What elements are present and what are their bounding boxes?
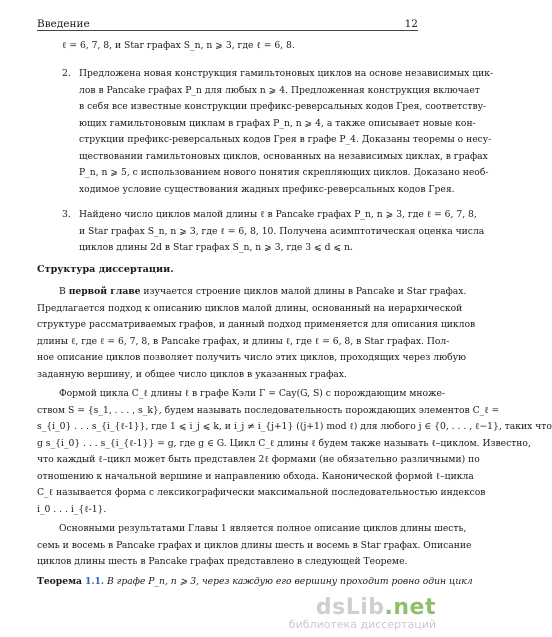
paragraph-line: длины ℓ, где ℓ = 6, 7, 8, в Pancake графах, и длины ℓ, где ℓ = 6, 8, в Star графах. Пол- [37, 335, 450, 347]
paragraph-line: Основными результатами Главы 1 является полное описание циклов длины шесть, [59, 523, 467, 534]
bold-term: первой главе [68, 286, 141, 297]
paragraph-line: s_{i_0} . . . s_{i_{ℓ-1}}, где 1 ⩽ i_j ⩽ k, и i_j ≠ i_{j+1} ((j+1) mod ℓ) для любого j ∈ {0, . . . , ℓ−1}, таких что [37, 421, 552, 432]
running-header [37, 14, 418, 31]
paragraph-line: структуре рассматриваемых графов, и данный подход применяется для описания циклов [37, 319, 476, 330]
item-line: Найдено число циклов малой длины ℓ в Pancake графах P_n, n ⩾ 3, где ℓ = 6, 7, 8, [79, 209, 477, 220]
item-line: циклов длины 2d в Star графах S_n, n ⩾ 3, где 3 ⩽ d ⩽ n. [79, 242, 353, 253]
paragraph-line: что каждый ℓ–цикл может быть представлен 2ℓ формами (не обязательно различными) по [37, 454, 480, 465]
section-heading: Структура диссертации. [37, 264, 174, 275]
paragraph-first-chapter: В первой главе изучается строение циклов малой длины в Pancake и Star графах. Предлагается подход к описанию циклов малой длины, основанный на иерархической структуре рассматриваемых графов, и данный подход применяется для описания циклов длины ℓ, где ℓ = 6, 7, 8, в Pancake графах, и длины ℓ, где ℓ = 6, 8, в Star графах. Пол- ное описание циклов позволяет получить число этих циклов, проходящих через любую заданную вершину, и общее число циклов в указанных графах. [37, 284, 418, 383]
theorem-text: В графе P_n, n ⩾ 3, через каждую его вершину проходит ровно один цикл [104, 576, 473, 587]
paragraph-line: C_ℓ называется форма с лексикографически максимальной последовательностью индексов [37, 487, 486, 498]
theorem-reference-link[interactable]: 1.1. [84, 576, 105, 587]
item-line: Предложена новая конструкция гамильтоновых циклов на основе независимых цик- [79, 68, 494, 79]
paragraph-line: заданную вершину, и общее число циклов в указанных графах. [37, 368, 347, 380]
paragraph-line: ное описание циклов позволяет получить число этих циклов, проходящих через любую [37, 352, 467, 363]
paragraph-line: Предлагается подход к описанию циклов малой длины, основанный на иерархической [37, 302, 463, 314]
paragraph-line: семь и восемь в Pancake графах и циклов длины шесть и восемь в Star графах. Описание [37, 539, 472, 551]
page-number: 12 [404, 18, 418, 30]
paragraph-main-results [37, 521, 472, 571]
theorem-label: Теорема [37, 576, 83, 587]
item-line: ществовании гамильтоновых циклов, основанных на независимых циклах, в графах [79, 150, 488, 162]
header-title: Введение [37, 18, 90, 30]
intro-line: ℓ = 6, 7, 8, и Star графах S_n, n ⩾ 3, где ℓ = 6, 8. [62, 40, 295, 51]
item-line: лов в Pancake графах P_n для любых n ⩾ 4. Предложенная конструкция включает [79, 84, 480, 96]
paragraph-line: циклов длины шесть в Pancake графах представлено в следующей Теореме. [37, 556, 408, 567]
watermark [289, 595, 436, 631]
item-line: струкции префикс-реверсальных кодов Грея в графе P_4. Доказаны теоремы о несу- [79, 134, 492, 145]
item-line: ющих гамильтоновым циклам в графах P_n, n ⩾ 4, а также описывает новые кон- [79, 117, 476, 129]
item-line: ходимое условие существования жадных префикс-реверсальных кодов Грея. [79, 183, 455, 195]
paragraph-cycle-form [37, 386, 552, 518]
paragraph-line: g s_{i_0} . . . s_{i_{ℓ-1}} = g, где g ∈ G. Цикл C_ℓ длины ℓ будем также называть ℓ–циклом. Известно, [37, 437, 531, 449]
result-item-2 [37, 66, 494, 198]
watermark-subtitle: библиотека диссертаций [288, 618, 436, 631]
watermark-logo: dsLib.net [315, 595, 436, 620]
item-line: P_n, n ⩾ 5, с использованием нового понятия скрепляющих циклов. Доказано необ- [79, 167, 489, 178]
paragraph-line: отношению к начальной вершине и направлению обхода. Канонической формой ℓ–цикла [37, 470, 474, 482]
result-item-3 [37, 207, 485, 257]
paragraph-line: Формой цикла C_ℓ длины ℓ в графе Кэли Γ = Cay(G, S) с порождающим множе- [59, 388, 446, 399]
theorem-statement [37, 574, 473, 591]
item-number: 3. [62, 209, 71, 220]
item-number: 2. [62, 68, 71, 79]
item-line: в себя все известные конструкции префикс-реверсальных кодов Грея, соответству- [79, 101, 487, 112]
paragraph-line: i_0 . . . i_{ℓ-1}. [37, 503, 107, 515]
paragraph-line: ством S = {s_1, . . . , s_k}, будем называть последовательность порождающих элементов C_ℓ = [37, 404, 500, 416]
item-line: и Star графах S_n, n ⩾ 3, где ℓ = 6, 8, 10. Получена асимптотическая оценка числа [79, 225, 485, 237]
